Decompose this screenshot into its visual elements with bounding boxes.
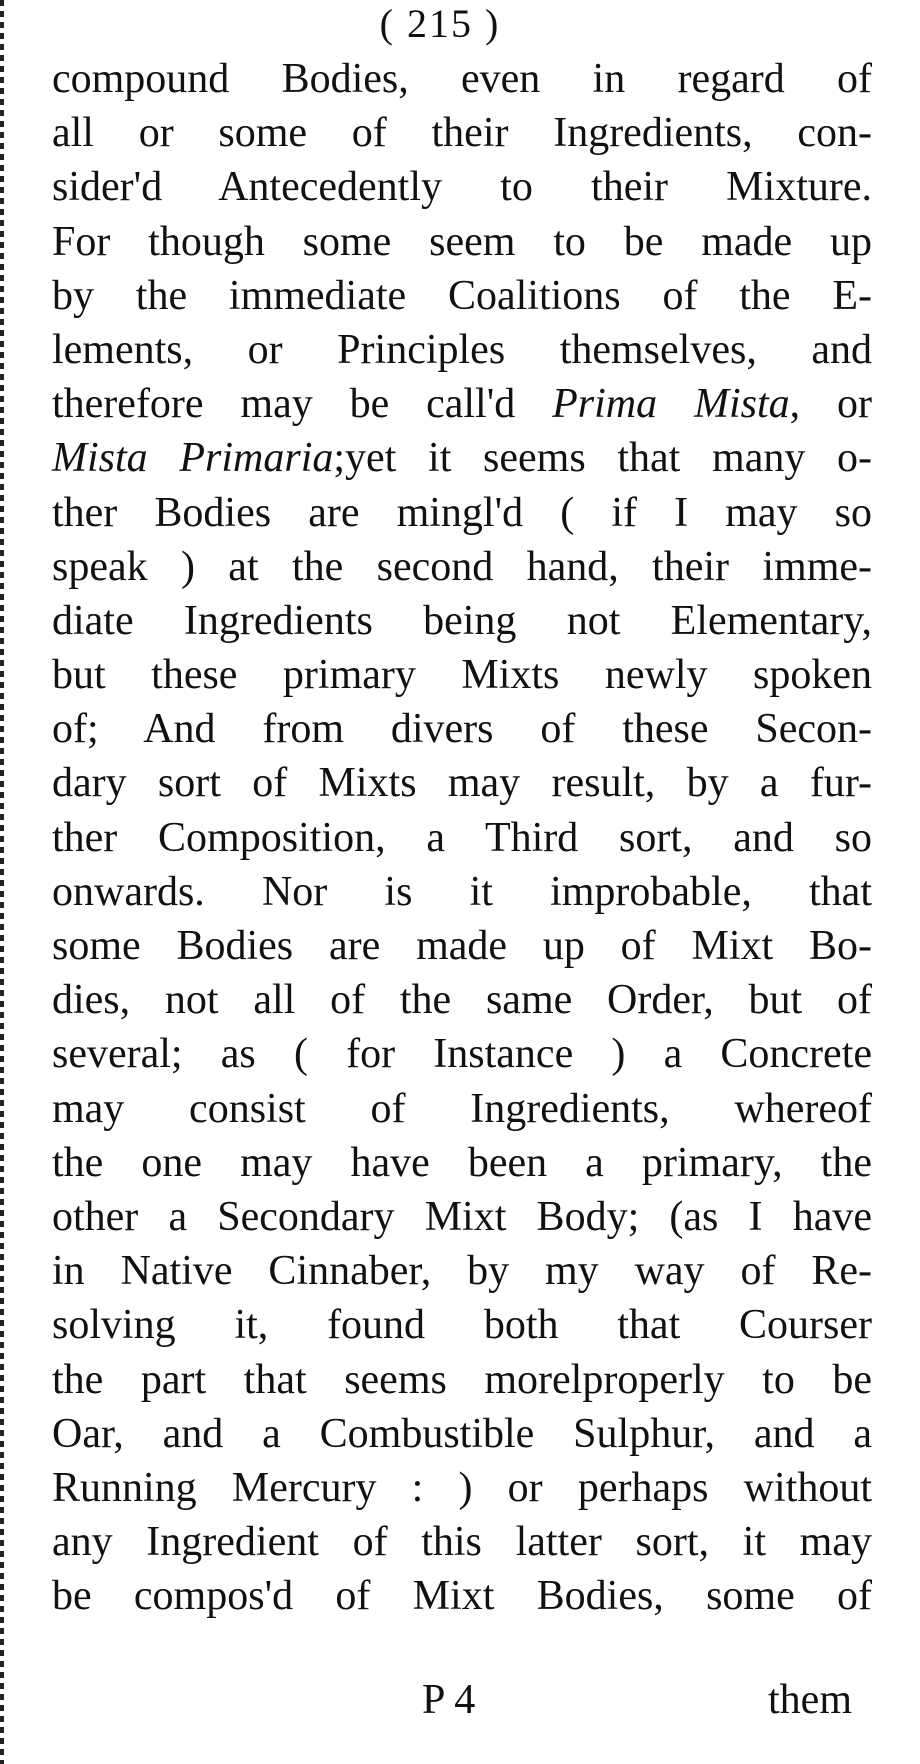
text-line: but these primary Mixts newly spoken [52,652,872,699]
text-line: lements, or Principles themselves, and [52,326,872,373]
text-line: compound Bodies, even in regard of [52,56,872,102]
text-line: Running Mercury : ) or perhaps without [52,1464,872,1511]
text-line: diate Ingredients being not Elementary, [52,597,872,644]
text-line: some Bodies are made up of Mixt Bo- [52,923,872,969]
text-line: solving it, found both that Courser [52,1302,872,1349]
page-number: ( 215 ) [379,1,501,46]
text-line: ther Bodies are mingl'd ( if I may so [52,489,872,536]
text-body [52,52,872,1623]
text-line: sider'd Antecedently to their Mixture. [52,164,872,211]
page-footer [52,1672,872,1728]
text-line: onwards. Nor is it improbable, that [52,868,872,915]
text-line: dary sort of Mixts may result, by a fur- [52,760,872,807]
text-line: dies, not all of the same Order, but of [52,977,872,1024]
text-line: Oar, and a Combustible Sulphur, and a [52,1410,872,1457]
text-line: may consist of Ingredients, whereof [52,1085,872,1132]
text-line: all or some of their Ingredients, con- [52,110,872,157]
italic-term: Mista Primaria [52,435,334,482]
text-line: speak ) at the second hand, their imme- [52,543,872,590]
italic-term: Prima Mista [552,381,790,428]
text-line: the one may have been a primary, the [52,1139,872,1186]
text-line: several; as ( for Instance ) a Concrete [52,1031,872,1078]
text-line: other a Secondary Mixt Body; (as I have [52,1193,872,1240]
text-line: For though some seem to be made up [52,218,872,265]
text-line: ther Composition, a Third sort, and so [52,814,872,861]
text-line: any Ingredient of this latter sort, it may [52,1519,872,1566]
text-line: the part that seems morelproperly to be [52,1356,872,1403]
text-line: Mista Primaria;yet it seems that many o- [52,435,872,482]
text-line: in Native Cinnaber, by my way of Re- [52,1248,872,1295]
text-line: by the immediate Coalitions of the E- [52,272,872,319]
page-binding-edge [0,0,4,1764]
text-line: therefore may be call'd Prima Mista, or [52,381,872,428]
text-line: of; And from divers of these Secon- [52,706,872,753]
signature-mark: P 4 [422,1677,476,1723]
catchword: them [768,1677,852,1723]
text-line: be compos'd of Mixt Bodies, some of [52,1573,872,1620]
